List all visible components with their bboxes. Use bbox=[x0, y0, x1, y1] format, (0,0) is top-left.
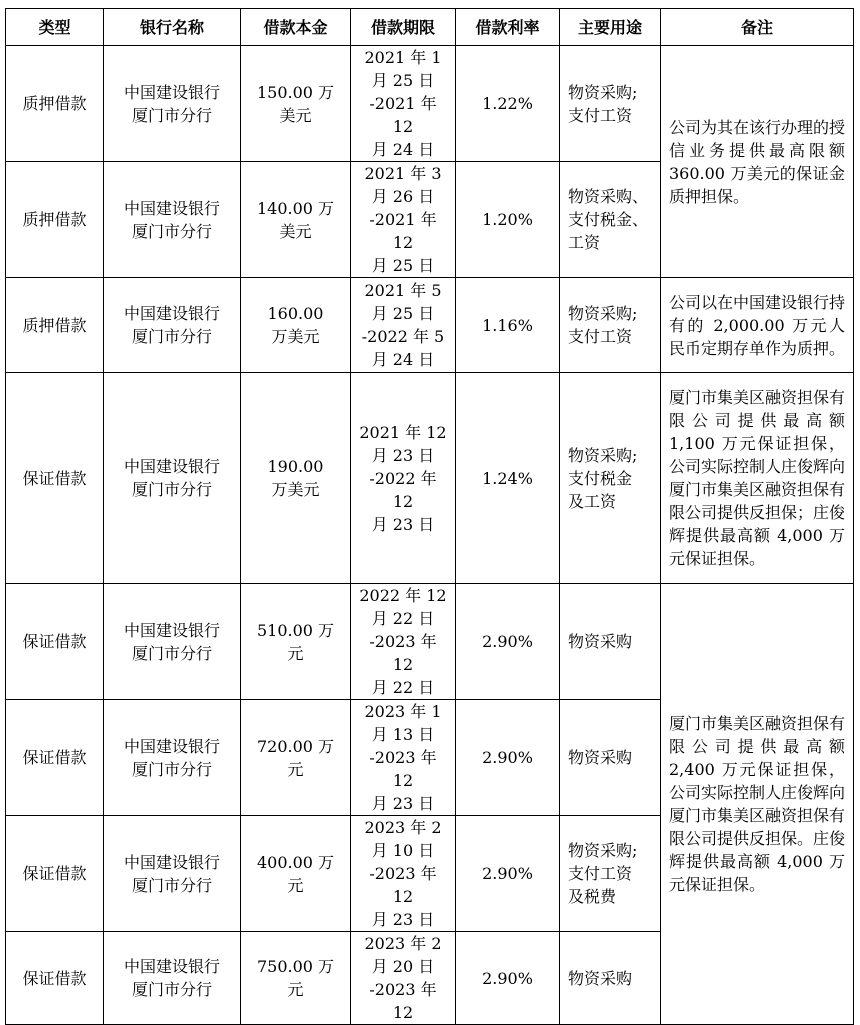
cell-bank: 中国建设银行 厦门市分行 bbox=[104, 816, 241, 932]
cell-principal: 140.00 万 美元 bbox=[241, 162, 351, 278]
cell-rate: 2.90% bbox=[456, 932, 560, 1025]
cell-type: 保证借款 bbox=[6, 584, 104, 700]
cell-term: 2021 年 12 月 23 日 -2022 年 12 月 23 日 bbox=[351, 373, 456, 584]
cell-principal: 750.00 万 元 bbox=[241, 932, 351, 1025]
cell-bank: 中国建设银行 厦门市分行 bbox=[104, 46, 241, 162]
cell-type: 保证借款 bbox=[6, 700, 104, 816]
cell-term: 2023 年 2 月 10 日 -2023 年 12 月 23 日 bbox=[351, 816, 456, 932]
cell-term: 2021 年 5 月 25 日 -2022 年 5 月 24 日 bbox=[351, 278, 456, 373]
cell-rate: 2.90% bbox=[456, 584, 560, 700]
cell-principal: 720.00 万 元 bbox=[241, 700, 351, 816]
cell-use: 物资采购 bbox=[560, 932, 661, 1025]
cell-bank: 中国建设银行 厦门市分行 bbox=[104, 700, 241, 816]
cell-note: 公司为其在该行办理的授信业务提供最高限额 360.00 万美元的保证金质押担保。 bbox=[661, 46, 854, 278]
header-rate: 借款利率 bbox=[456, 9, 560, 46]
cell-rate: 1.24% bbox=[456, 373, 560, 584]
header-type: 类型 bbox=[6, 9, 104, 46]
cell-use: 物资采购; 支付工资 及税费 bbox=[560, 816, 661, 932]
cell-bank: 中国建设银行 厦门市分行 bbox=[104, 932, 241, 1025]
cell-note: 公司以在中国建设银行持有的 2,000.00 万元人民币定期存单作为质押。 bbox=[661, 278, 854, 373]
cell-note: 厦门市集美区融资担保有限公司提供最高额 1,100 万元保证担保，公司实际控制人庄俊辉向厦门市集美区融资担保有限公司提供反担保；庄俊辉提供最高额 4,000 万元保证担保。 bbox=[661, 373, 854, 584]
cell-principal: 190.00 万美元 bbox=[241, 373, 351, 584]
cell-use: 物资采购、 支付税金、 工资 bbox=[560, 162, 661, 278]
cell-use: 物资采购; 支付工资 bbox=[560, 278, 661, 373]
table-row bbox=[6, 584, 854, 700]
cell-principal: 150.00 万 美元 bbox=[241, 46, 351, 162]
cell-rate: 1.22% bbox=[456, 46, 560, 162]
cell-rate: 2.90% bbox=[456, 816, 560, 932]
cell-rate: 1.16% bbox=[456, 278, 560, 373]
cell-note: 厦门市集美区融资担保有限公司提供最高额 2,400 万元保证担保，公司实际控制人庄俊辉向厦门市集美区融资担保有限公司提供反担保。庄俊辉提供最高额 4,000 万元保证担保。 bbox=[661, 584, 854, 1025]
cell-type: 质押借款 bbox=[6, 162, 104, 278]
header-use: 主要用途 bbox=[560, 9, 661, 46]
cell-type: 保证借款 bbox=[6, 816, 104, 932]
cell-use: 物资采购 bbox=[560, 700, 661, 816]
cell-type: 质押借款 bbox=[6, 278, 104, 373]
cell-bank: 中国建设银行 厦门市分行 bbox=[104, 278, 241, 373]
cell-term: 2023 年 2 月 20 日 -2023 年 12 bbox=[351, 932, 456, 1025]
cell-bank: 中国建设银行 厦门市分行 bbox=[104, 584, 241, 700]
header-principal: 借款本金 bbox=[241, 9, 351, 46]
cell-bank: 中国建设银行 厦门市分行 bbox=[104, 162, 241, 278]
header-note: 备注 bbox=[661, 9, 854, 46]
table-row bbox=[6, 373, 854, 584]
table-row bbox=[6, 46, 854, 162]
cell-use: 物资采购 bbox=[560, 584, 661, 700]
cell-use: 物资采购; 支付工资 bbox=[560, 46, 661, 162]
cell-type: 保证借款 bbox=[6, 373, 104, 584]
header-bank: 银行名称 bbox=[104, 9, 241, 46]
table-row bbox=[6, 278, 854, 373]
cell-rate: 1.20% bbox=[456, 162, 560, 278]
cell-term: 2021 年 3 月 26 日 -2021 年 12 月 25 日 bbox=[351, 162, 456, 278]
cell-type: 质押借款 bbox=[6, 46, 104, 162]
cell-term: 2021 年 1 月 25 日 -2021 年 12 月 24 日 bbox=[351, 46, 456, 162]
header-term: 借款期限 bbox=[351, 9, 456, 46]
cell-principal: 400.00 万 元 bbox=[241, 816, 351, 932]
header-row bbox=[6, 9, 854, 46]
cell-bank: 中国建设银行 厦门市分行 bbox=[104, 373, 241, 584]
cell-use: 物资采购; 支付税金 及工资 bbox=[560, 373, 661, 584]
loan-table bbox=[5, 8, 854, 1025]
cell-rate: 2.90% bbox=[456, 700, 560, 816]
cell-term: 2023 年 1 月 13 日 -2023 年 12 月 23 日 bbox=[351, 700, 456, 816]
cell-type: 保证借款 bbox=[6, 932, 104, 1025]
cell-principal: 510.00 万 元 bbox=[241, 584, 351, 700]
cell-principal: 160.00 万美元 bbox=[241, 278, 351, 373]
cell-term: 2022 年 12 月 22 日 -2023 年 12 月 22 日 bbox=[351, 584, 456, 700]
